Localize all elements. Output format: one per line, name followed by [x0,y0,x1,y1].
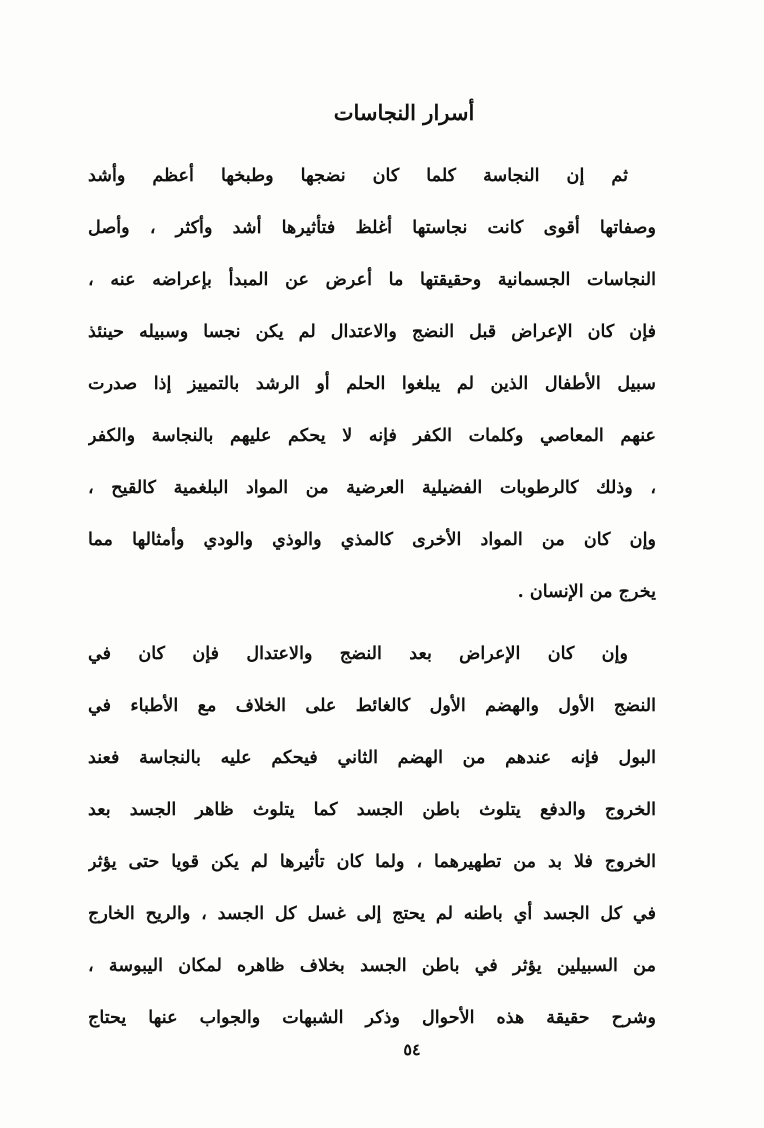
text-line: وشرح حقيقة هذه الأحوال وذكر الشبهات والجواب عنها يحتاج [88,1007,656,1028]
page-title: أسرار النجاسات [333,100,475,125]
text-line: الخروج والدفع يتلوث باطن الجسد كما يتلوث ظاهر الجسد بعد [88,799,656,820]
text-line: سبيل الأطفال الذين لم يبلغوا الحلم أو الرشد بالتمييز إذا صدرت [88,373,656,394]
text-line: وإن كان من المواد الأخرى كالمذي والوذي والودي وأمثالها مما [88,529,656,550]
paragraph-1 [88,150,656,618]
text-line: يخرج من الإنسان . [517,581,656,602]
text-line: في كل الجسد أي باطنه لم يحتج إلى غسل كل الجسد ، والريح الخارج [88,903,656,924]
text-line: النجاسات الجسمانية وحقيقتها ما أعرض عن المبدأ بإعراضه عنه ، [88,269,656,290]
text-line: الخروج فلا بد من تطهيرهما ، ولما كان تأثيرها لم يكن قويا حتى يؤثر [88,851,656,872]
text-line: من السبيلين يؤثر في باطن الجسد بخلاف ظاهره لمكان اليبوسة ، [88,955,656,976]
text-line: وصفاتها أقوى كانت نجاستها أغلظ فتأثيرها أشد وأكثر ، وأصل [88,217,656,238]
page-number: ٥٤ [403,1040,421,1059]
text-line: ثم إن النجاسة كلما كان نضجها وطبخها أعظم وأشد [88,165,628,186]
text-line: ، وذلك كالرطوبات الفضيلية العرضية من المواد البلغمية كالقيح ، [88,477,656,498]
text-line: النضج الأول والهضم الأول كالغائط على الخلاف مع الأطباء في [88,695,656,716]
body-text [88,150,656,1044]
text-line: فإن كان الإعراض قبل النضج والاعتدال لم يكن نجسا وسبيله حينئذ [88,321,656,342]
text-line: عنهم المعاصي وكلمات الكفر فإنه لا يحكم عليهم بالنجاسة والكفر [88,425,656,446]
text-line: البول فإنه عندهم من الهضم الثاني فيحكم عليه بالنجاسة فعند [88,747,656,768]
text-line: وإن كان الإعراض بعد النضج والاعتدال فإن كان في [88,643,628,664]
paragraph-2 [88,628,656,1044]
